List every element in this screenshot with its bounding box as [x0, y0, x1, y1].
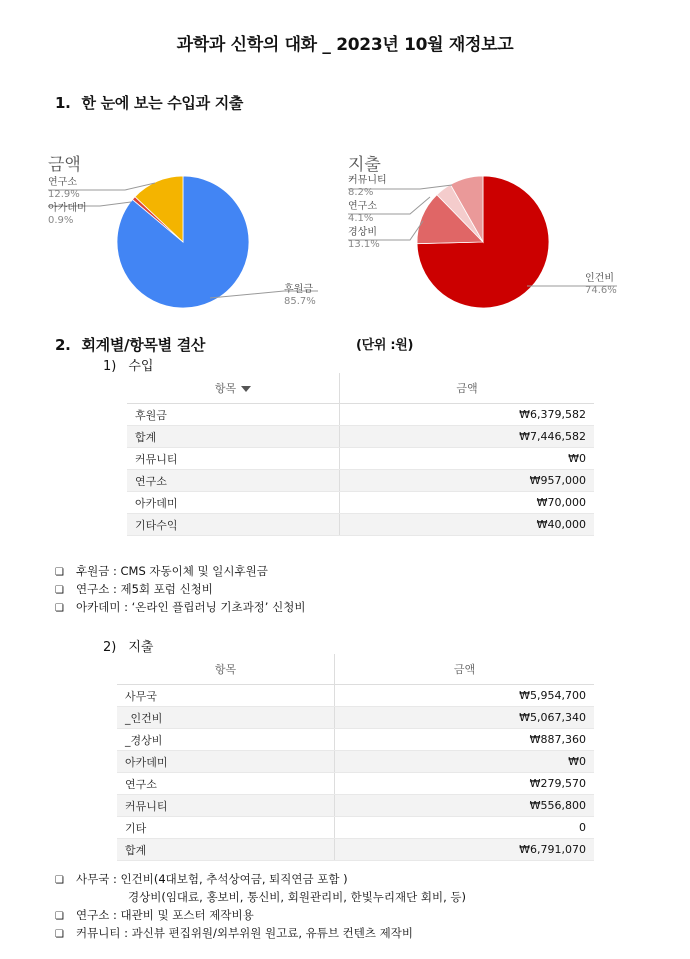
expense-item-cell: 사무국	[117, 685, 335, 707]
income-table	[127, 373, 594, 536]
page-title: 과학과 신학의 대화 _ 2023년 10월 재정보고	[176, 35, 514, 55]
expense-header-amount: 금액	[335, 654, 595, 685]
income-item-cell: 합계	[127, 426, 340, 448]
expense-row	[117, 839, 594, 861]
income-row	[127, 426, 594, 448]
note-item: ❏ 후원금 : CMS 자동이체 및 일시후원금	[55, 563, 305, 581]
income-amount-cell: ₩6,379,582	[340, 404, 595, 426]
income-row	[127, 514, 594, 536]
income-amount-cell: ₩7,446,582	[340, 426, 595, 448]
expense-row	[117, 685, 594, 707]
checkbox-bullet-icon: ❏	[55, 585, 64, 596]
income-row	[127, 470, 594, 492]
income-item-cell: 기타수익	[127, 514, 340, 536]
income-amount-cell: ₩0	[340, 448, 595, 470]
income-label-research: 연구소 12.9%	[48, 177, 80, 200]
sort-down-icon[interactable]	[241, 386, 251, 392]
income-header-item[interactable]: 항목	[127, 373, 340, 404]
income-item-cell: 후원금	[127, 404, 340, 426]
expense-row	[117, 773, 594, 795]
income-label-donation: 후원금 85.7%	[284, 284, 316, 307]
income-notes	[55, 563, 305, 617]
income-item-cell: 아카데미	[127, 492, 340, 514]
section2-title: 회계별/항목별 결산	[81, 336, 206, 354]
note-item: ❏ 사무국 : 인건비(4대보험, 추석상여금, 퇴직연금 포함 )	[55, 871, 675, 889]
checkbox-bullet-icon: ❏	[55, 929, 64, 940]
expense-row	[117, 707, 594, 729]
expense-amount-cell: ₩887,360	[335, 729, 595, 751]
note-item: ❏ 연구소 : 제5회 포럼 신청비	[55, 581, 305, 599]
expense-amount-cell: ₩556,800	[335, 795, 595, 817]
checkbox-bullet-icon: ❏	[55, 603, 64, 614]
income-amount-cell: ₩957,000	[340, 470, 595, 492]
expense-item-cell: 합계	[117, 839, 335, 861]
expense-label-community: 커뮤니티 8.2%	[348, 175, 387, 198]
expense-amount-cell: ₩0	[335, 751, 595, 773]
expense-header-item: 항목	[117, 654, 335, 685]
income-label-academy: 아카데미 0.9%	[48, 203, 87, 226]
expense-amount-cell: ₩5,067,340	[335, 707, 595, 729]
expense-amount-cell: ₩279,570	[335, 773, 595, 795]
expense-item-cell: 기타	[117, 817, 335, 839]
note-item: ❏ 커뮤니티 : 과신뷰 편집위원/외부위원 원고료, 유튜브 컨텐츠 제작비	[55, 925, 675, 943]
expense-label-operating: 경상비 13.1%	[348, 227, 380, 250]
expense-label-personnel: 인건비 74.6%	[585, 273, 617, 296]
expense-label-research: 연구소 4.1%	[348, 201, 377, 224]
income-amount-cell: ₩40,000	[340, 514, 595, 536]
checkbox-bullet-icon: ❏	[55, 875, 64, 886]
section2-heading	[55, 334, 205, 355]
checkbox-bullet-icon: ❏	[55, 567, 64, 578]
expense-row	[117, 729, 594, 751]
income-item-cell: 커뮤니티	[127, 448, 340, 470]
income-chart-title: 금액	[48, 155, 81, 175]
expense-item-cell: _경상비	[117, 729, 335, 751]
income-header-amount: 금액	[340, 373, 595, 404]
expense-item-cell: 아카데미	[117, 751, 335, 773]
note-item: ❏ 아카데미 : ‘온라인 플립러닝 기초과정’ 신청비	[55, 599, 305, 617]
checkbox-bullet-icon: ❏	[55, 911, 64, 922]
section1-title: 한 눈에 보는 수입과 지출	[81, 94, 244, 112]
income-row	[127, 404, 594, 426]
income-subheading: 1) 수입	[103, 359, 154, 374]
expense-amount-cell: 0	[335, 817, 595, 839]
expense-item-cell: 커뮤니티	[117, 795, 335, 817]
expense-item-cell: 연구소	[117, 773, 335, 795]
income-item-cell: 연구소	[127, 470, 340, 492]
expense-table	[117, 654, 594, 861]
expense-subheading: 2) 지출	[103, 640, 154, 655]
income-row	[127, 492, 594, 514]
expense-chart-title: 지출	[348, 155, 381, 175]
note-item: ❏ 연구소 : 대관비 및 포스터 제작비용	[55, 907, 675, 925]
expense-row	[117, 751, 594, 773]
expense-item-cell: _인건비	[117, 707, 335, 729]
expense-row	[117, 795, 594, 817]
expense-notes	[55, 871, 675, 943]
section1-number: 1.	[55, 94, 71, 112]
expense-row	[117, 817, 594, 839]
section2-number: 2.	[55, 336, 71, 354]
note-item: 경상비(임대료, 홍보비, 통신비, 회원관리비, 한빛누리재단 회비, 등)	[128, 890, 467, 904]
income-amount-cell: ₩70,000	[340, 492, 595, 514]
income-row	[127, 448, 594, 470]
expense-amount-cell: ₩5,954,700	[335, 685, 595, 707]
unit-label: (단위 :원)	[356, 338, 414, 353]
expense-amount-cell: ₩6,791,070	[335, 839, 595, 861]
